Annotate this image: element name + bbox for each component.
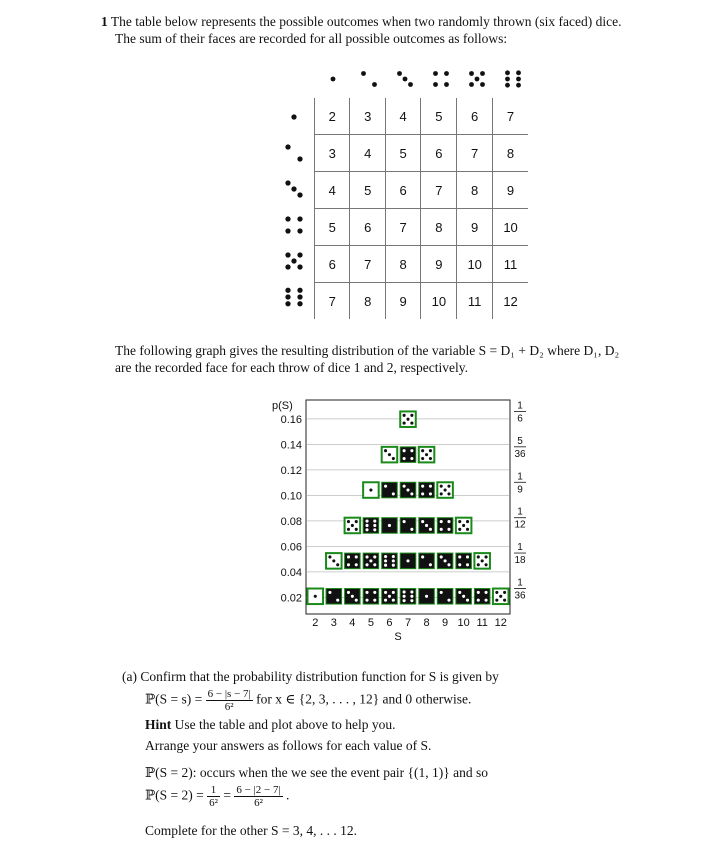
die-face-6-icon [505,70,521,87]
sum-cell: 7 [350,246,385,283]
fraction-num: 1 [517,471,523,483]
die-face-3-icon [285,180,302,197]
complete-text: Complete for the other S = 3, 4, . . . 12. [145,823,357,838]
right-fraction-label [514,436,526,460]
die-face-3-icon [400,482,416,498]
problem-intro [101,13,701,30]
die-face-3-icon [326,553,342,569]
die-face-6-icon [363,518,379,534]
sum-cell: 4 [350,135,385,172]
column-dice-header [314,60,530,98]
fraction-den: 6 [517,413,523,425]
example-equals: = [223,787,231,803]
die-face-5-icon [363,553,379,569]
die-face-6-icon [400,589,416,605]
die-face-1-icon [382,518,398,534]
arrange-text: Arrange your answers as follows for each value of S. [145,738,432,753]
right-fraction-label [514,577,526,601]
example-end: . [286,787,290,803]
y-tick-label: 0.06 [280,541,302,554]
formula-lhs: ℙ(S = s) = [145,691,203,707]
y-tick-label: 0.08 [280,515,302,528]
x-tick-label: 3 [330,617,337,629]
die-face-2-icon [400,518,416,534]
y-tick-label: 0.14 [280,439,302,452]
dice-sum-table [276,60,528,320]
die-face-1-icon [419,589,435,605]
fraction-num: 1 [517,400,523,412]
sum-cell: 8 [350,283,385,320]
die-face-2-icon [361,71,377,87]
fraction-den: 36 [514,448,526,460]
table-row [315,172,529,209]
fraction-den: 18 [514,555,526,567]
die-face-4-icon [345,553,361,569]
sum-cell: 6 [385,172,420,209]
x-axis-label: S [394,631,402,643]
hint-label: Hint [145,717,172,732]
sum-cell: 3 [315,135,350,172]
die-face-6-icon [382,553,398,569]
sum-cell: 4 [315,172,350,209]
die-face-3-icon [437,553,453,569]
sum-cell: 9 [493,172,528,209]
sum-cell: 2 [328,108,336,124]
y-tick-label: 0.02 [280,592,302,605]
die-face-1-icon [308,589,324,605]
x-tick-label: 9 [442,617,449,629]
bar-12 [493,589,509,605]
y-tick-label: 0.04 [280,566,302,579]
die-face-5-icon [437,482,453,498]
die-face-4-icon [363,589,379,605]
y-axis-label: p(S) [272,400,293,412]
right-fraction-label [514,471,526,495]
die-face-5-icon [382,589,398,605]
table-row [315,246,529,283]
die-face-1-icon [363,482,379,498]
example-fraction-1 [207,784,220,809]
sum-cell: 12 [493,283,528,320]
x-tick-label: 4 [349,617,356,629]
fraction-den: 9 [517,484,523,496]
x-tick-label: 7 [404,617,412,629]
sum-cell: 8 [493,135,528,172]
die-face-5-icon [469,71,485,87]
fraction-num: 1 [517,577,523,589]
sum-cell: 6 [457,98,493,135]
intro-line2: The sum of their faces are recorded for all possible outcomes as follows: [115,31,508,46]
die-face-4-icon [400,447,416,463]
formula-den: 6² [224,701,234,713]
sum-cell: 10 [493,209,528,246]
example-formula [145,784,685,809]
sum-cell: 5 [315,209,350,246]
sum-cell: 7 [315,283,350,320]
plot-frame [306,400,510,614]
die-face-4-icon [285,216,302,233]
fraction-num: 5 [517,435,523,447]
hint-text: Use the table and plot above to help you. [174,717,396,732]
sum-cell: 5 [385,135,420,172]
sum-cell: 11 [493,246,528,283]
die-face-2-icon [419,553,435,569]
graph-text-line2: are the recorded face for each throw of dice 1 and 2, respectively. [115,360,468,375]
sum-cell: 9 [457,209,493,246]
die-face-2-icon [326,589,342,605]
y-tick-label: 0.16 [280,413,302,426]
formula-rhs: for x ∈ {2, 3, . . . , 12} and 0 otherwise. [256,691,472,707]
sum-cell: 4 [385,98,420,135]
y-tick-label: 0.10 [280,490,302,503]
problem-number: 1 [101,14,108,29]
sum-cell: 8 [421,209,457,246]
x-tick-label: 11 [476,617,488,629]
fraction-den: 12 [514,519,526,531]
x-tick-label: 2 [312,617,319,629]
die-face-4-icon [437,518,453,534]
table-row [315,283,529,320]
sum-cell: 6 [315,246,350,283]
die-face-5-icon [345,518,361,534]
die-face-5-icon [285,252,302,269]
die-face-3-icon [419,518,435,534]
die-face-4-icon [419,482,435,498]
graph-text-line1: The following graph gives the resulting distribution of the variable S = D₁ + D₂ where D₁, D₂ [115,343,620,358]
table-row [315,209,529,246]
die-face-4-icon [474,589,490,605]
die-face-2-icon [382,482,398,498]
sum-cell: 6 [421,135,457,172]
die-face-5-icon [493,589,509,605]
bar-2 [308,589,324,605]
x-tick-label: 8 [423,617,430,629]
sum-cell: 11 [457,283,493,320]
right-fraction-label [514,507,526,531]
y-tick-label: 0.12 [280,464,302,477]
example-fraction-2 [234,784,282,809]
die-face-4-icon [433,71,449,87]
die-face-1-icon [400,553,416,569]
fraction-num: 1 [517,506,523,518]
intro-line1: The table below represents the possible outcomes when two randomly thrown (six faced) dice. [110,14,622,29]
hint [145,716,685,733]
sum-cell: 10 [421,283,457,320]
x-tick-label: 6 [386,617,393,629]
die-face-1-icon [331,77,336,82]
sum-grid [314,98,528,319]
fraction-num: 1 [517,542,523,554]
dice-distribution-chart [270,392,540,652]
die-face-4-icon [456,553,472,569]
x-tick-label: 10 [457,617,470,629]
die-face-2-icon [437,589,453,605]
die-face-5-icon [456,518,472,534]
die-face-5-icon [419,447,435,463]
sum-cell: 9 [385,283,420,320]
sum-cell: 9 [421,246,457,283]
die-face-3-icon [345,589,361,605]
fraction-den: 36 [514,590,526,602]
x-tick-label: 12 [494,617,507,629]
example-f2-den: 6² [254,797,263,809]
right-fraction-label [514,542,526,566]
sum-cell: 7 [385,209,420,246]
die-face-6-icon [285,288,302,307]
die-face-5-icon [474,553,490,569]
pdf-formula [145,688,685,713]
formula-num: 6 − |s − 7| [207,688,251,700]
sum-cell: 6 [350,209,385,246]
die-face-1-icon [291,114,296,119]
table-row [315,98,529,135]
sum-cell: 10 [457,246,493,283]
row-dice-header [276,98,314,314]
bar-10 [456,518,472,604]
die-face-5-icon [400,411,416,427]
die-face-3-icon [456,589,472,605]
example-f1-den: 6² [209,797,218,809]
part-a-line1 [122,668,682,685]
sum-cell: 7 [493,98,528,135]
die-face-2-icon [285,144,302,161]
bar-4 [345,518,361,604]
sum-cell: 8 [457,172,493,209]
formula-fraction [206,688,253,713]
part-a-label: (a) [122,669,137,684]
x-tick-label: 5 [367,617,374,629]
table-row [315,135,529,172]
sum-cell: 5 [350,172,385,209]
sum-cell: 7 [421,172,457,209]
die-face-3-icon [397,71,413,87]
sum-cell: 3 [350,98,385,135]
part-a-text: Confirm that the probability distribution function for S is given by [140,669,499,684]
sum-cell: 7 [457,135,493,172]
sum-cell: 5 [421,98,457,135]
die-face-3-icon [382,447,398,463]
example-f1-num: 1 [207,784,220,797]
example-line: ℙ(S = 2): occurs when the we see the event pair {(1, 1)} and so [145,765,488,780]
right-fraction-label [514,400,526,424]
sum-cell: 8 [385,246,420,283]
example-f2-num: 6 − |2 − 7| [236,784,281,796]
example-lhs: ℙ(S = 2) = [145,787,204,803]
